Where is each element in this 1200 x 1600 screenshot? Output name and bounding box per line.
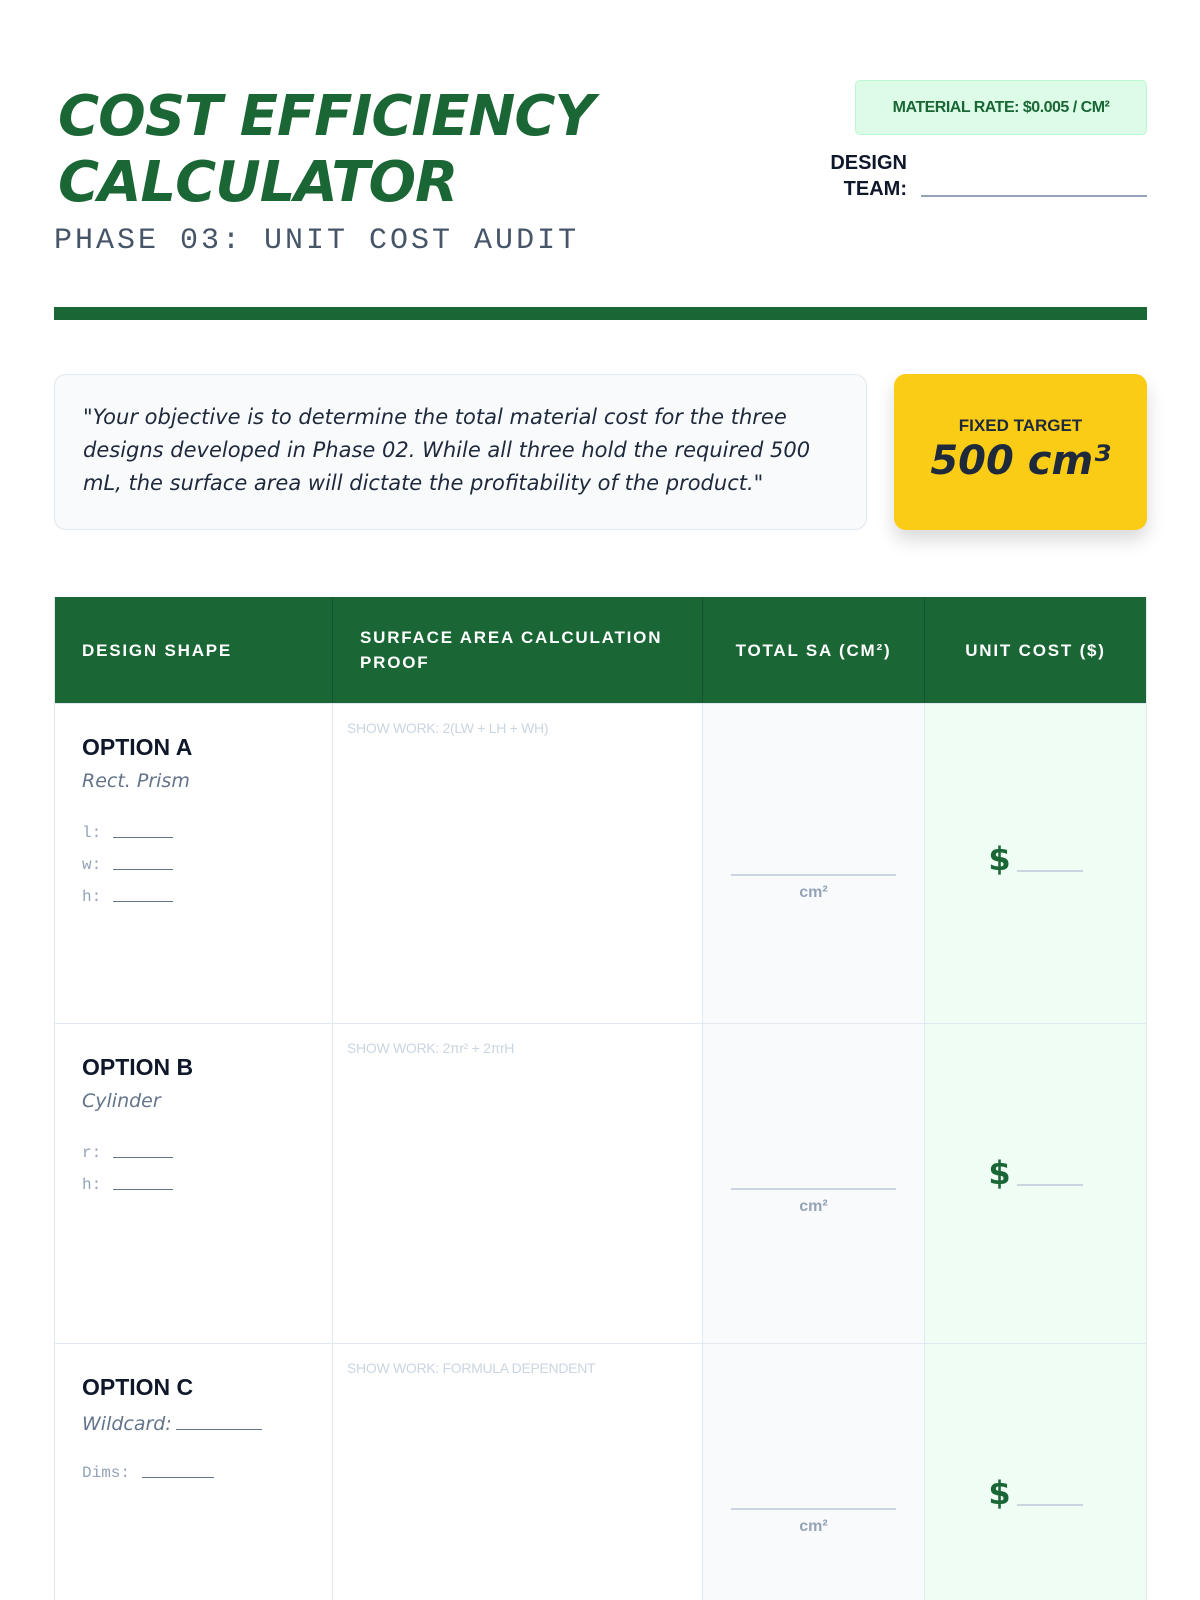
work-hint: SHOW WORK: 2(LW + LH + WH) — [347, 720, 549, 736]
dimension-fields — [82, 1142, 173, 1206]
dollar-sign: $ — [988, 1154, 1011, 1192]
header-total-sa: TOTAL SA (CM²) — [703, 597, 925, 703]
work-area[interactable] — [333, 704, 703, 1023]
table-row-option-a — [55, 703, 1146, 1023]
total-sa-blank[interactable] — [731, 1508, 896, 1510]
worksheet-header — [54, 80, 1147, 320]
fixed-target-label: FIXED TARGET — [958, 416, 1083, 435]
header-divider — [54, 307, 1147, 320]
total-sa-cell[interactable] — [703, 704, 925, 1023]
dim-label: w: — [82, 856, 102, 874]
header-design-shape: DESIGN SHAPE — [55, 597, 333, 703]
option-shape: Cylinder — [82, 1090, 161, 1112]
header-sa-proof: SURFACE AREA CALCULATION PROOF — [333, 597, 703, 703]
dim-label: r: — [82, 1144, 102, 1162]
total-sa-blank[interactable] — [731, 874, 896, 876]
option-name: OPTION C — [82, 1374, 194, 1400]
dim-blank[interactable] — [113, 854, 173, 870]
cost-table — [54, 597, 1147, 1600]
dim-blank[interactable] — [113, 886, 173, 902]
option-shape: Rect. Prism — [82, 770, 190, 792]
material-rate-badge: MATERIAL RATE: $0.005 / CM² — [855, 80, 1147, 135]
option-shape — [82, 1410, 262, 1435]
dim-blank[interactable] — [142, 1462, 214, 1478]
dim-label: h: — [82, 1176, 102, 1194]
table-row-option-b — [55, 1023, 1146, 1343]
design-shape-cell — [55, 1024, 333, 1343]
unit-cost-field[interactable] — [925, 1156, 1146, 1190]
work-area[interactable] — [333, 1344, 703, 1600]
dim-height[interactable] — [82, 1174, 173, 1206]
sa-unit-label: cm² — [799, 1198, 828, 1215]
table-header — [55, 597, 1146, 703]
unit-cost-cell[interactable] — [925, 704, 1146, 1023]
total-sa-cell[interactable] — [703, 1024, 925, 1343]
option-name: OPTION B — [82, 1054, 194, 1080]
unit-cost-blank[interactable] — [1017, 1486, 1083, 1506]
fixed-target-value: 500 cm³ — [930, 438, 1111, 484]
dim-length[interactable] — [82, 822, 173, 854]
header-unit-cost: UNIT COST ($) — [965, 640, 1106, 660]
total-sa-blank[interactable] — [731, 1188, 896, 1190]
title-line-2: CALCULATOR — [58, 150, 458, 215]
sa-unit-label: cm² — [799, 1518, 828, 1535]
table-row-option-c — [55, 1343, 1146, 1600]
dim-dims[interactable] — [82, 1462, 214, 1494]
work-hint: SHOW WORK: 2πr² + 2πrH — [347, 1040, 515, 1056]
work-hint: SHOW WORK: FORMULA DEPENDENT — [347, 1360, 596, 1376]
fixed-target-card — [894, 374, 1147, 530]
dim-label: l: — [82, 824, 102, 842]
design-team-field[interactable] — [827, 150, 1147, 210]
page-subtitle: PHASE 03: UNIT COST AUDIT — [54, 224, 580, 258]
dollar-sign: $ — [988, 840, 1011, 878]
design-team-input-line[interactable] — [921, 195, 1147, 197]
total-sa-cell[interactable] — [703, 1344, 925, 1600]
dim-blank[interactable] — [113, 822, 173, 838]
unit-cost-cell[interactable] — [925, 1024, 1146, 1343]
design-team-label: DESIGN TEAM: — [830, 152, 907, 200]
dimension-fields — [82, 1462, 214, 1494]
design-shape-cell — [55, 1344, 333, 1600]
objective-quote: "Your objective is to determine the total material cost for the three designs developed in Phase 02. While all three hold the required 500 mL, the surface area will dictate the profitability of the product." — [54, 374, 867, 530]
dim-label: Dims: — [82, 1464, 131, 1482]
dim-blank[interactable] — [113, 1142, 173, 1158]
dim-label: h: — [82, 888, 102, 906]
unit-cost-blank[interactable] — [1017, 1166, 1083, 1186]
dollar-sign: $ — [988, 1474, 1011, 1512]
wildcard-blank[interactable] — [176, 1410, 262, 1430]
title-line-1: COST EFFICIENCY — [58, 84, 595, 149]
dim-radius[interactable] — [82, 1142, 173, 1174]
unit-cost-field[interactable] — [925, 842, 1146, 876]
page-title — [58, 84, 594, 216]
option-name: OPTION A — [82, 734, 193, 760]
dim-blank[interactable] — [113, 1174, 173, 1190]
unit-cost-blank[interactable] — [1017, 852, 1083, 872]
unit-cost-field[interactable] — [925, 1476, 1146, 1510]
unit-cost-cell[interactable] — [925, 1344, 1146, 1600]
dim-width[interactable] — [82, 854, 173, 886]
dimension-fields — [82, 822, 173, 918]
dim-height[interactable] — [82, 886, 173, 918]
sa-unit-label: cm² — [799, 884, 828, 901]
design-shape-cell — [55, 704, 333, 1023]
wildcard-label: Wildcard: — [82, 1413, 172, 1435]
work-area[interactable] — [333, 1024, 703, 1343]
